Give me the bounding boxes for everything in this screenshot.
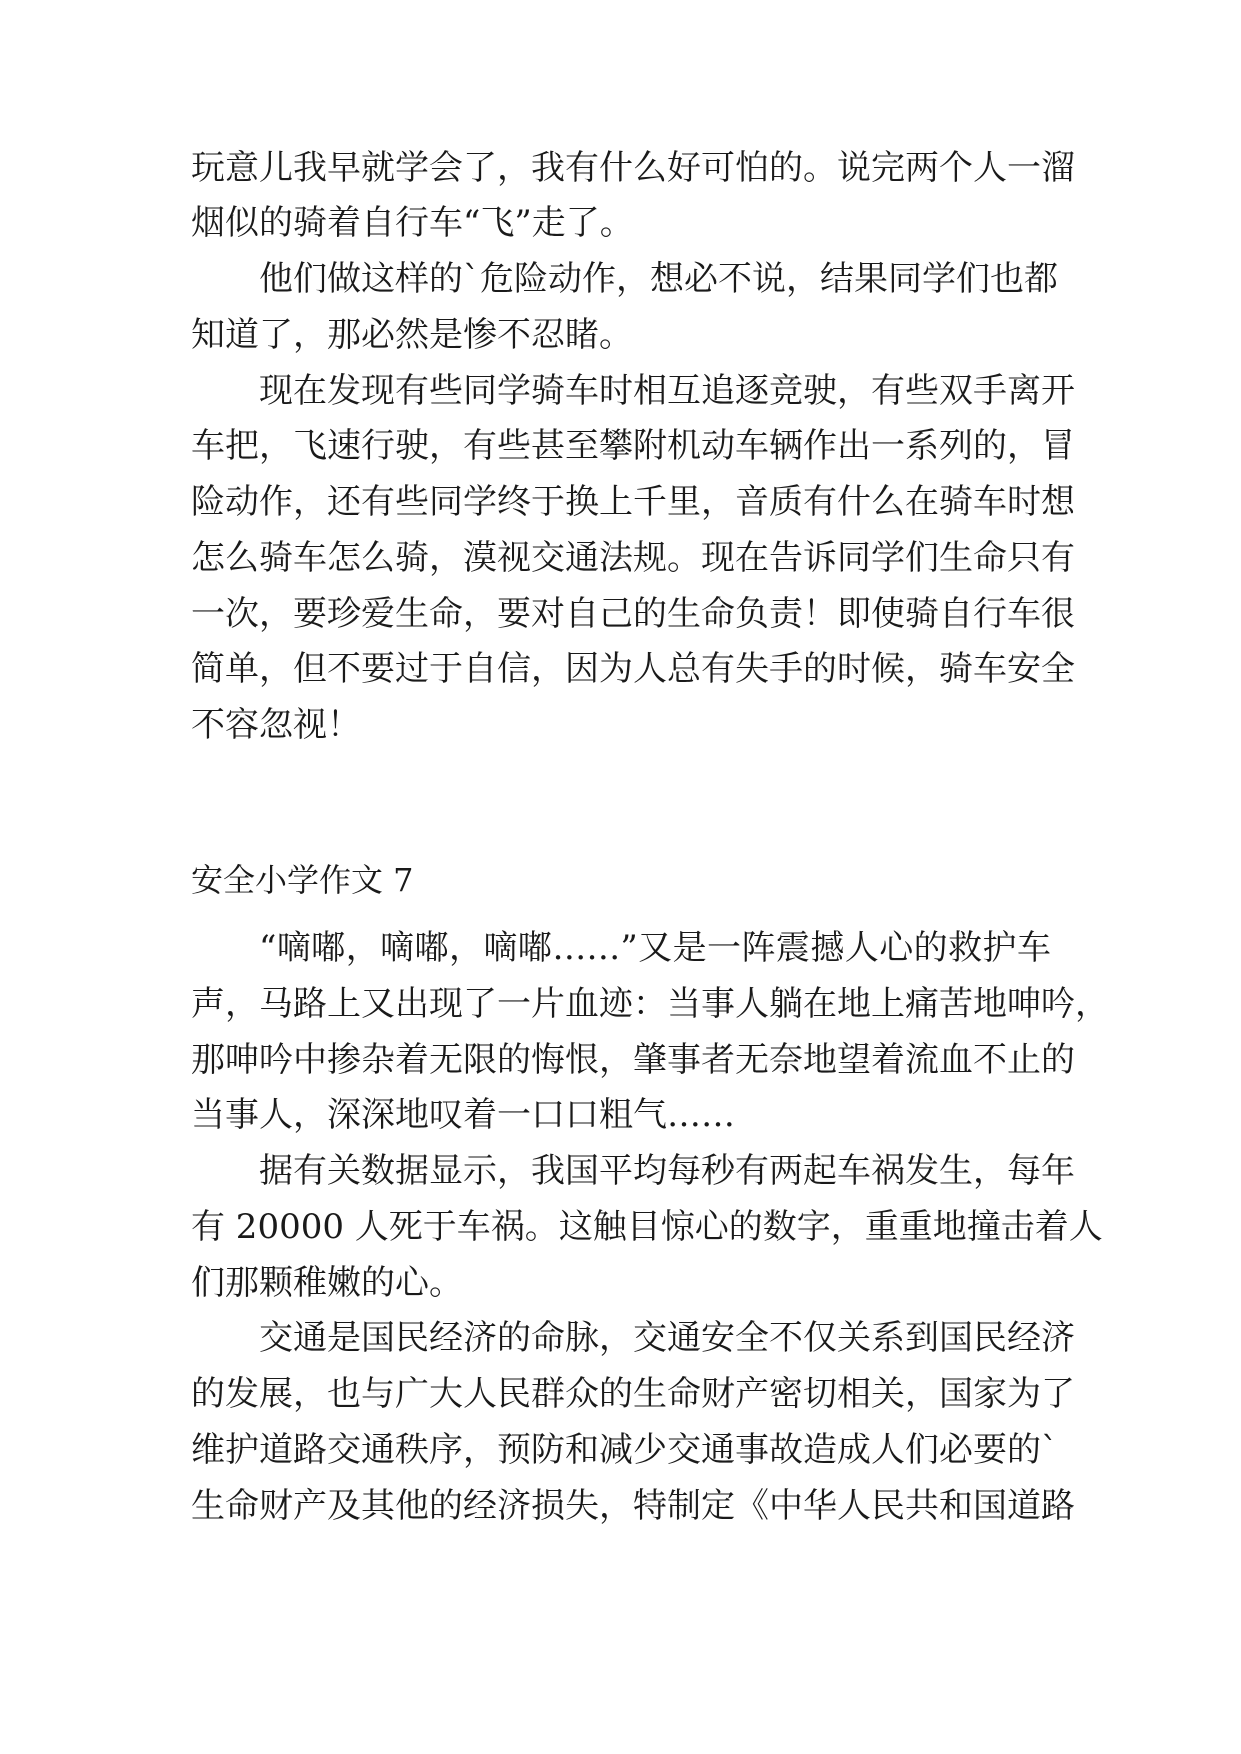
paragraph-line: 的发展，也与广大人民群众的生命财产密切相关，国家为了 [191, 1374, 1075, 1414]
paragraph-line: 车把，飞速行驶，有些甚至攀附机动车辆作出一系列的，冒 [191, 426, 1075, 466]
paragraph-line: 现在发现有些同学骑车时相互追逐竞驶，有些双手离开 [259, 371, 1075, 411]
paragraph-line: 当事人，深深地叹着一口口粗气…… [191, 1095, 735, 1135]
section-title: 安全小学作文 7 [191, 861, 414, 899]
paragraph-line: 怎么骑车怎么骑，漠视交通法规。现在告诉同学们生命只有 [191, 538, 1075, 578]
paragraph-line: 交通是国民经济的命脉，交通安全不仅关系到国民经济 [259, 1318, 1075, 1358]
paragraph-line: 一次，要珍爱生命，要对自己的生命负责！即使骑自行车很 [191, 594, 1075, 634]
paragraph-line: 不容忽视！ [191, 705, 361, 745]
paragraph-line: 维护道路交通秩序，预防和减少交通事故造成人们必要的` [191, 1430, 1058, 1470]
paragraph-line: 知道了，那必然是惨不忍睹。 [191, 315, 633, 355]
paragraph-line: 有 20000 人死于车祸。这触目惊心的数字，重重地撞击着人 [191, 1207, 1103, 1247]
paragraph-line: 玩意儿我早就学会了，我有什么好可怕的。说完两个人一溜 [191, 148, 1075, 188]
paragraph-line: 生命财产及其他的经济损失，特制定《中华人民共和国道路 [191, 1486, 1075, 1526]
paragraph-line: “嘀嘟，嘀嘟，嘀嘟……”又是一阵震撼人心的救护车 [259, 928, 1051, 968]
paragraph-line: 他们做这样的`危险动作，想必不说，结果同学们也都 [259, 259, 1058, 299]
paragraph-line: 声，马路上又出现了一片血迹：当事人躺在地上痛苦地呻吟， [191, 984, 1109, 1024]
paragraph-line: 简单，但不要过于自信，因为人总有失手的时候，骑车安全 [191, 649, 1075, 689]
paragraph-line: 险动作，还有些同学终于换上千里，音质有什么在骑车时想 [191, 482, 1075, 522]
paragraph-line: 那呻吟中掺杂着无限的悔恨，肇事者无奈地望着流血不止的 [191, 1040, 1075, 1080]
paragraph-line: 烟似的骑着自行车“飞”走了。 [191, 203, 634, 243]
paragraph-line: 们那颗稚嫩的心。 [191, 1263, 463, 1303]
paragraph-line: 据有关数据显示，我国平均每秒有两起车祸发生，每年 [259, 1151, 1075, 1191]
